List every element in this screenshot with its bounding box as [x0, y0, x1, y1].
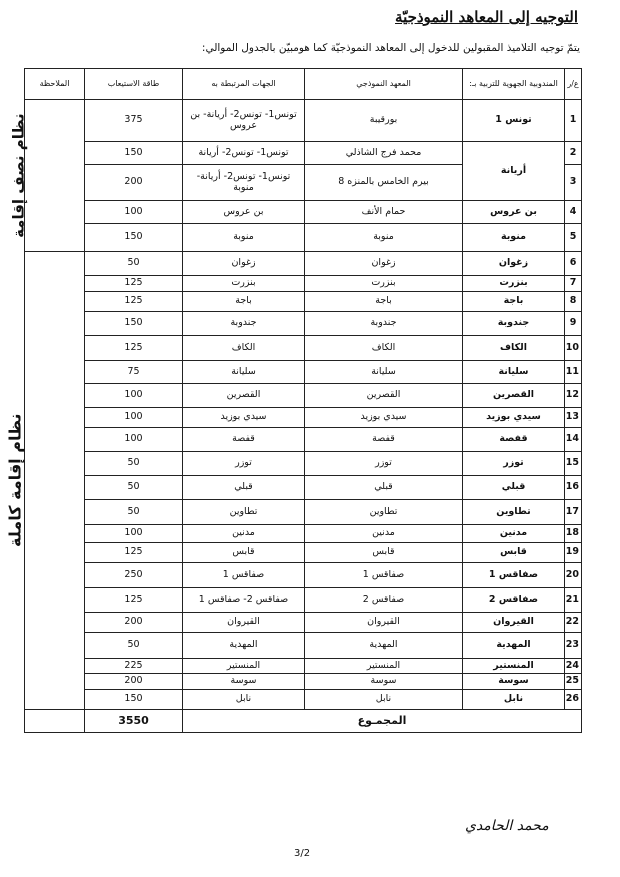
- row-institute: صفاقس 1: [305, 563, 463, 588]
- row-institute: سيدي بوزيد: [305, 408, 463, 428]
- row-region: زغوان: [463, 252, 565, 276]
- table-row: [25, 613, 582, 633]
- row-institute: الكاف: [305, 336, 463, 361]
- row-capacity: 200: [85, 674, 183, 690]
- total-value: 3550: [85, 710, 183, 733]
- row-linked-regions: زغوان: [183, 252, 305, 276]
- orientation-table: [5, 68, 582, 733]
- row-region: باجة: [463, 292, 565, 312]
- row-institute: بنزرت: [305, 276, 463, 292]
- row-number: 23: [565, 633, 582, 659]
- table-row: [25, 452, 582, 476]
- row-capacity: 125: [85, 276, 183, 292]
- row-linked-regions: بنزرت: [183, 276, 305, 292]
- table-row: [25, 100, 582, 142]
- row-region: سيدي بوزيد: [463, 408, 565, 428]
- signature: محمد الحامدي: [465, 818, 549, 834]
- row-linked-regions: توزر: [183, 452, 305, 476]
- table-row: [25, 384, 582, 408]
- row-capacity: 150: [85, 690, 183, 710]
- row-linked-regions: القيروان: [183, 613, 305, 633]
- row-region: قبلي: [463, 476, 565, 500]
- row-capacity: 125: [85, 292, 183, 312]
- row-region: منوبة: [463, 224, 565, 252]
- total-label: المجمـوع: [183, 710, 582, 733]
- row-region: توزر: [463, 452, 565, 476]
- table-row: [25, 659, 582, 674]
- row-region: نابل: [463, 690, 565, 710]
- header-note: الملاحظة: [25, 69, 85, 100]
- row-number: 5: [565, 224, 582, 252]
- row-capacity: 100: [85, 201, 183, 224]
- row-linked-regions: بن عروس: [183, 201, 305, 224]
- header-institute: المعهد النموذجي: [305, 69, 463, 100]
- row-linked-regions: مدنين: [183, 525, 305, 543]
- page-title: التوجيه إلى المعاهد النموذجيّة: [395, 8, 578, 26]
- table-row: [25, 588, 582, 613]
- row-number: 11: [565, 361, 582, 384]
- row-capacity: 75: [85, 361, 183, 384]
- row-number: 26: [565, 690, 582, 710]
- row-region: مدنين: [463, 525, 565, 543]
- row-region: المنستير: [463, 659, 565, 674]
- note-half-board-label: نظام نصف إقامة: [10, 113, 29, 238]
- note-half-board: [10, 100, 85, 252]
- table-row: [25, 408, 582, 428]
- row-capacity: 375: [85, 100, 183, 142]
- row-institute: محمد فرج الشاذلي: [305, 142, 463, 165]
- header-capacity: طاقة الاستيعاب: [85, 69, 183, 100]
- row-linked-regions: القصرين: [183, 384, 305, 408]
- table-row: [25, 674, 582, 690]
- header-region: المندوبية الجهوية للتربية بـ:: [463, 69, 565, 100]
- row-institute: المهدية: [305, 633, 463, 659]
- row-number: 3: [565, 165, 582, 201]
- row-region: المهدية: [463, 633, 565, 659]
- row-linked-regions: تونس1- تونس2- أريانة- بن عروس: [183, 100, 305, 142]
- row-institute: تطاوين: [305, 500, 463, 525]
- row-institute: منوبة: [305, 224, 463, 252]
- row-institute: مدنين: [305, 525, 463, 543]
- row-number: 2: [565, 142, 582, 165]
- row-institute: باجة: [305, 292, 463, 312]
- row-number: 12: [565, 384, 582, 408]
- row-institute: قفصة: [305, 428, 463, 452]
- row-linked-regions: قفصة: [183, 428, 305, 452]
- row-capacity: 100: [85, 408, 183, 428]
- row-number: 9: [565, 312, 582, 336]
- page-number: 3/2: [294, 848, 311, 859]
- row-linked-regions: سيدي بوزيد: [183, 408, 305, 428]
- row-institute: القصرين: [305, 384, 463, 408]
- row-linked-regions: سليانة: [183, 361, 305, 384]
- row-region: قابس: [463, 543, 565, 563]
- row-number: 24: [565, 659, 582, 674]
- row-institute: سوسة: [305, 674, 463, 690]
- row-capacity: 125: [85, 543, 183, 563]
- table-row: [25, 361, 582, 384]
- row-institute: حمام الأنف: [305, 201, 463, 224]
- row-linked-regions: صفاقس 2- صفاقس 1: [183, 588, 305, 613]
- row-institute: زغوان: [305, 252, 463, 276]
- row-capacity: 50: [85, 252, 183, 276]
- row-institute: قابس: [305, 543, 463, 563]
- table-row: [25, 543, 582, 563]
- table-row: [25, 525, 582, 543]
- row-region: سليانة: [463, 361, 565, 384]
- row-linked-regions: منوبة: [183, 224, 305, 252]
- row-linked-regions: نابل: [183, 690, 305, 710]
- row-number: 1: [565, 100, 582, 142]
- row-linked-regions: جندوبة: [183, 312, 305, 336]
- row-capacity: 50: [85, 452, 183, 476]
- table-row: [25, 252, 582, 276]
- row-number: 13: [565, 408, 582, 428]
- intro-text: يتمّ توجيه التلاميذ المقبولين للدخول إلى المعاهد النموذجيّة كما هومبيّن بالجدول الموالي:: [201, 42, 580, 54]
- row-capacity: 100: [85, 428, 183, 452]
- row-number: 8: [565, 292, 582, 312]
- row-institute: القيروان: [305, 613, 463, 633]
- table-row: [25, 563, 582, 588]
- row-number: 4: [565, 201, 582, 224]
- row-institute: المنستير: [305, 659, 463, 674]
- row-number: 15: [565, 452, 582, 476]
- row-capacity: 125: [85, 588, 183, 613]
- row-number: 16: [565, 476, 582, 500]
- note-full-board-label: نظام إقامة كاملة: [5, 413, 25, 548]
- row-region: صفاقس 2: [463, 588, 565, 613]
- row-number: 22: [565, 613, 582, 633]
- row-capacity: 100: [85, 525, 183, 543]
- total-row: [25, 710, 582, 733]
- row-capacity: 150: [85, 312, 183, 336]
- row-linked-regions: تونس1- تونس2- أريانة- منوبة: [183, 165, 305, 201]
- row-capacity: 250: [85, 563, 183, 588]
- row-institute: قبلي: [305, 476, 463, 500]
- row-institute: نابل: [305, 690, 463, 710]
- row-institute: جندوبة: [305, 312, 463, 336]
- row-region: بنزرت: [463, 276, 565, 292]
- row-linked-regions: تطاوين: [183, 500, 305, 525]
- row-capacity: 50: [85, 633, 183, 659]
- row-number: 10: [565, 336, 582, 361]
- table-row: [25, 142, 582, 165]
- row-linked-regions: قبلي: [183, 476, 305, 500]
- table-body: [5, 100, 582, 733]
- table-row: [25, 312, 582, 336]
- row-institute: بيرم الخامس بالمنزه 8: [305, 165, 463, 201]
- row-institute: توزر: [305, 452, 463, 476]
- row-capacity: 50: [85, 500, 183, 525]
- row-capacity: 150: [85, 142, 183, 165]
- row-region: أريانة: [463, 142, 565, 201]
- row-number: 21: [565, 588, 582, 613]
- row-region: قفصة: [463, 428, 565, 452]
- table-row: [25, 292, 582, 312]
- table-row: [25, 500, 582, 525]
- table-row: [25, 201, 582, 224]
- row-region: الكاف: [463, 336, 565, 361]
- row-linked-regions: المهدية: [183, 633, 305, 659]
- row-number: 18: [565, 525, 582, 543]
- row-capacity: 125: [85, 336, 183, 361]
- header-num: ع/ر: [565, 69, 582, 100]
- table-row: [25, 690, 582, 710]
- table-row: [25, 224, 582, 252]
- row-number: 20: [565, 563, 582, 588]
- row-number: 17: [565, 500, 582, 525]
- row-region: تطاوين: [463, 500, 565, 525]
- row-region: جندوبة: [463, 312, 565, 336]
- table-row: [25, 276, 582, 292]
- table-row: [25, 428, 582, 452]
- row-capacity: 200: [85, 613, 183, 633]
- row-linked-regions: المنستير: [183, 659, 305, 674]
- row-capacity: 50: [85, 476, 183, 500]
- note-full-board: [5, 252, 85, 710]
- table-row: [25, 336, 582, 361]
- row-number: 25: [565, 674, 582, 690]
- row-institute: بورقيبة: [305, 100, 463, 142]
- row-number: 6: [565, 252, 582, 276]
- row-region: تونس 1: [463, 100, 565, 142]
- row-region: سوسة: [463, 674, 565, 690]
- row-capacity: 200: [85, 165, 183, 201]
- row-number: 14: [565, 428, 582, 452]
- table-header-row: [25, 69, 582, 100]
- row-region: بن عروس: [463, 201, 565, 224]
- table-row: [25, 633, 582, 659]
- row-institute: سليانة: [305, 361, 463, 384]
- row-region: القصرين: [463, 384, 565, 408]
- table-row: [25, 476, 582, 500]
- row-linked-regions: قابس: [183, 543, 305, 563]
- row-region: القيروان: [463, 613, 565, 633]
- row-linked-regions: صفاقس 1: [183, 563, 305, 588]
- total-note-empty: [25, 710, 85, 733]
- row-number: 7: [565, 276, 582, 292]
- row-linked-regions: الكاف: [183, 336, 305, 361]
- row-linked-regions: سوسة: [183, 674, 305, 690]
- row-capacity: 100: [85, 384, 183, 408]
- row-institute: صفاقس 2: [305, 588, 463, 613]
- row-region: صفاقس 1: [463, 563, 565, 588]
- row-capacity: 225: [85, 659, 183, 674]
- row-number: 19: [565, 543, 582, 563]
- row-linked-regions: باجة: [183, 292, 305, 312]
- row-linked-regions: تونس1- تونس2- أريانة: [183, 142, 305, 165]
- header-linked: الجهات المرتبطة به: [183, 69, 305, 100]
- row-capacity: 150: [85, 224, 183, 252]
